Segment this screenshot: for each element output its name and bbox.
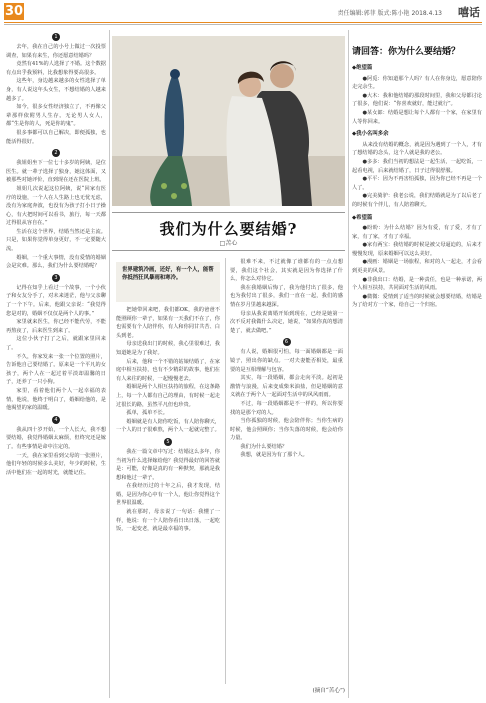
sidebar-answer: ●漫画：婚姻是一场旅程，和对的人一起走，才会看到更美的风景。 (352, 259, 482, 275)
column-3 (230, 258, 343, 684)
paragraph: 婚姻，一个重大事情，没有爱情的婚姻会是灾难。那么，我们为什么要结婚呢？ (6, 254, 106, 270)
paragraph: 后来，他和一个不错的姑娘结婚了，在家庭中相互扶持，也有不少精彩的故事，他们在有人来往的时候，一起慢慢老去。 (116, 358, 220, 382)
section-number: 6 (283, 338, 291, 346)
paragraph: 我从四十岁开始，一个人长大，我不想要结婚，我觉得婚姻太麻烦，但终究还是嫁了。有些事情是命中注定的。 (6, 426, 106, 450)
paragraph: 我在我婚姻后悔了，我为他付出了很多，他也为我付出了很多，我们一直在一起，我们的感情在岁月里越来越深。 (230, 284, 343, 308)
section-number: 4 (52, 416, 60, 424)
sidebar-answer: ●平平：因为不再害怕孤独，因为你已经不再是一个人了。 (352, 176, 482, 191)
title-rule-bottom (112, 250, 345, 251)
column-2 (116, 306, 220, 684)
column-1 (6, 30, 106, 698)
paragraph: 在我经历过的十年之后，我才发现，结婚，是因为你心中有一个人，他让你觉得这个世界很温暖。 (116, 483, 220, 507)
sidebar-title: 请回答：你为什么要结婚？ (352, 47, 461, 57)
sidebar-answer: ●非我出口：结婚，是一种责任，也是一种承诺，两个人相互扶持，共同面对生活的风雨。 (352, 276, 482, 292)
page-number: 30 (4, 4, 24, 19)
section-number: 5 (164, 438, 172, 446)
title-rule-top (112, 212, 345, 213)
paragraph: 记得在知乎上看过一个故事，一个小伙子和女友分手了，对未来迷茫，他与父亲聊了一个下午。后来，他跟父亲说：“我觉得您是对的，婚姻不仅仅是两个人的事。” (6, 284, 106, 317)
sidebar-answer: ●完美骑驴：我老公说，我们结婚就是为了以后老了的时候有个伴儿，有人陪着聊天。 (352, 193, 482, 208)
column-divider (225, 258, 226, 684)
paragraph: 这些年，身边越来越多的女性选择了单身，有人说这年头女生，不想结婚的人越来越多了。 (6, 78, 106, 102)
paragraph: 母亲送我出门的时候，我心里很难过，我知道她是为了我好。 (116, 341, 220, 356)
paragraph: 姐姐几次说起这位阿姨，说“回家有医疗的设施，一个人在人生路上也无忧无虑，没有为家庭奔波，也没有为孩子打小日子操心，有大把时间可以看书，旅行，每一天都过得很从容自在。” (6, 185, 106, 227)
editor-credits: 责任编辑:郭菲 版式:陈小艳 2018.4.13 (337, 10, 442, 17)
sidebar-subheading: ◆绝望篇 (352, 65, 373, 71)
paragraph: 竟然有41%的人选择了不婚。这个数据有点出乎我预料，比我想象得要高很多。 (6, 61, 106, 76)
paragraph: 就在那时，母亲说了一句话：我懂了一样，他说：有一个人陪你看日出日落，一起吃饭，一起变老，就是最幸福的事。 (116, 509, 220, 533)
paragraph: 母亲从我说离婚开始到现在，已经是她第一次不反对我做什么决定，她说，“如果你真的想清楚了，就去做吧。” (230, 310, 343, 334)
section-number: 3 (52, 274, 60, 282)
section-name: 嘻话 (458, 6, 480, 19)
sidebar-answer: ●家有两宝：我结婚的时候是被父母逼迫的，后来才慢慢发现，原来婚姻可以这么美好。 (352, 242, 482, 257)
sidebar-answer: ●多多：我们当初的想法是一起生活，一起吃饭，一起看电视，后来就结婚了，日子过得很舒服。 (352, 158, 482, 174)
sidebar-column (352, 60, 482, 698)
paragraph: 我想，就是因为有了那个人。 (240, 452, 308, 459)
paragraph: 其实，每一段婚姻，都会走向平淡。起初是激情与浪漫，后来变成柴米油盐，但是婚姻的意义就在于两个人一起面对生活中的风风雨雨。 (230, 375, 343, 399)
paragraph: 我在一篇文章中写过：结婚这么多年，你当初为什么选择嫁给他？我觉得最好的回答就是：可能，好像是真的有一种默契，那就是我想和他过一辈子。 (116, 448, 220, 481)
section-number: 1 (52, 33, 60, 41)
photo-illustration (112, 36, 345, 206)
paragraph: 很难不来，不过就像了谁都有的一点点想要，我们这个社会，其实就是因为你选择了什么，你怎么对待它。 (230, 259, 343, 283)
paragraph: 一天，我在家里看到父母的一张照片，他们年轻的时候多么美好，年少的时候，生活中他们在一起的时光，就能记住。 (6, 452, 106, 476)
paragraph: 不过，每一段婚姻都是不一样的，所以你要找的是那个对的人。 (230, 400, 343, 416)
paragraph: 去年，我在自己的小号上做过一次投票调查，如果有来生，你还愿意结婚吗？ (6, 44, 106, 59)
sidebar-answer: ●某女郎：结婚是想让每个人都有一个家，在家里有人等你回来。 (352, 109, 482, 125)
wedding-photo (112, 36, 345, 206)
paragraph: 生活在这个世界，结婚当然还是主流。只是，如果你觉得单身更好，不一定要随大流。 (6, 228, 106, 253)
paragraph: 当你孤独的时候，他会陪伴你；当你生病的时候，他会照顾你；当你失落的时候，他会给你力量。 (230, 418, 343, 442)
paragraph: 孤单，孤单不长。 (126, 410, 168, 417)
article-title: 我们为什么要结婚? (159, 220, 298, 238)
article-author: □苦心 (219, 240, 238, 247)
paragraph: 如今，很多女性经济独立了，不再像父辈那样依附男人生存。无论男人女人，都“生是你的人，死是你的鬼”。 (6, 104, 106, 128)
paragraph: 我姐姐坐下一位七十多岁的阿姨，是位医生。就一辈子选择了独身，她这体面，又被那些对她评价，直到现在还在医院上班。 (6, 160, 106, 184)
header-rule-secondary (4, 24, 482, 25)
sidebar-answer: ●阿觅：你知道那个人吗？有人在你身边，愿意陪你走完余生。 (352, 75, 482, 91)
paragraph: 婚姻是两个人相互扶持的旅程，在这条路上，每一个人都有自己的理由，有时候一起走过很长的路，虽然平凡但也珍贵。 (116, 384, 220, 408)
paragraph: 很多事都可以自己解决，即便孤独，也能活得很好。 (6, 129, 106, 145)
source-caption: (摘自“苦心”) (312, 688, 345, 694)
paragraph: 这位小伙子打了之后，就跟家里回来了。 (6, 336, 106, 351)
paragraph: 婚姻就是有人陪你吃饭，有人陪你聊天，一个人的日子很难熬，两个人一起就完整了。 (116, 418, 220, 434)
paragraph: 我们为什么要结婚？ (240, 443, 288, 450)
paragraph: 家里就来医生，你已经不能代劳，不能再熬夜了，后来医生到来了。 (6, 319, 106, 334)
sidebar-answer: ●盼盼：为什么结婚？因为有爱，有了爱，才有了家，有了家，才有了幸福。 (352, 225, 482, 240)
paragraph: 家里，看着他们两个人一起幸福的表情，他说，他终于明白了，婚姻给他的，是他渴望的家的温暖。 (6, 387, 106, 412)
header-rule (4, 22, 482, 23)
section-number: 2 (52, 149, 60, 157)
sidebar-subheading: ◆我小名叫多余 (352, 131, 389, 138)
paragraph: 不久，你家发来一张一个位置的照片，告诉他自己要结婚了。原来是一个平凡的女孩子，两个人在一起过着平淡却温馨的日子，还养了一只小狗。 (6, 353, 106, 386)
pull-quote: 世界建筑冷画，还好，有一个人，能帮你抵挡狂风暴雨和寒冷。 (122, 267, 214, 282)
sidebar-answer: ●大木：我和他结婚的那段时间里，我和父母都讨论了很多，他们说：“你喜欢就好，能过就行”。 (352, 92, 482, 108)
sidebar-answer: ●微微：爱情到了适当的时候就会想要结婚，结婚是为了给对方一个家，给自己一个归宿。 (352, 293, 482, 309)
sidebar-answer: 从来没有结婚的概念，就是因为遇到了一个人，才有了想结婚的念头，这个人就是我的老公。 (352, 141, 482, 157)
sidebar-subheading: ◆希望篇 (352, 214, 373, 221)
column-divider (109, 30, 110, 698)
paragraph: 把她带回来吧，我们都OK，我的爸爸不能照顾你一辈子，如果有一天我们不在了，你也需要有个人陪伴你，有人和你同甘共苦、白头到老。 (116, 307, 220, 339)
paragraph: 有人说，婚姻很可怕，每一面婚姻都是一面镜子，照出你的缺点。一对夫妻能否相处，最重要的是互相理解与包容。 (230, 349, 343, 373)
column-divider (348, 30, 349, 698)
